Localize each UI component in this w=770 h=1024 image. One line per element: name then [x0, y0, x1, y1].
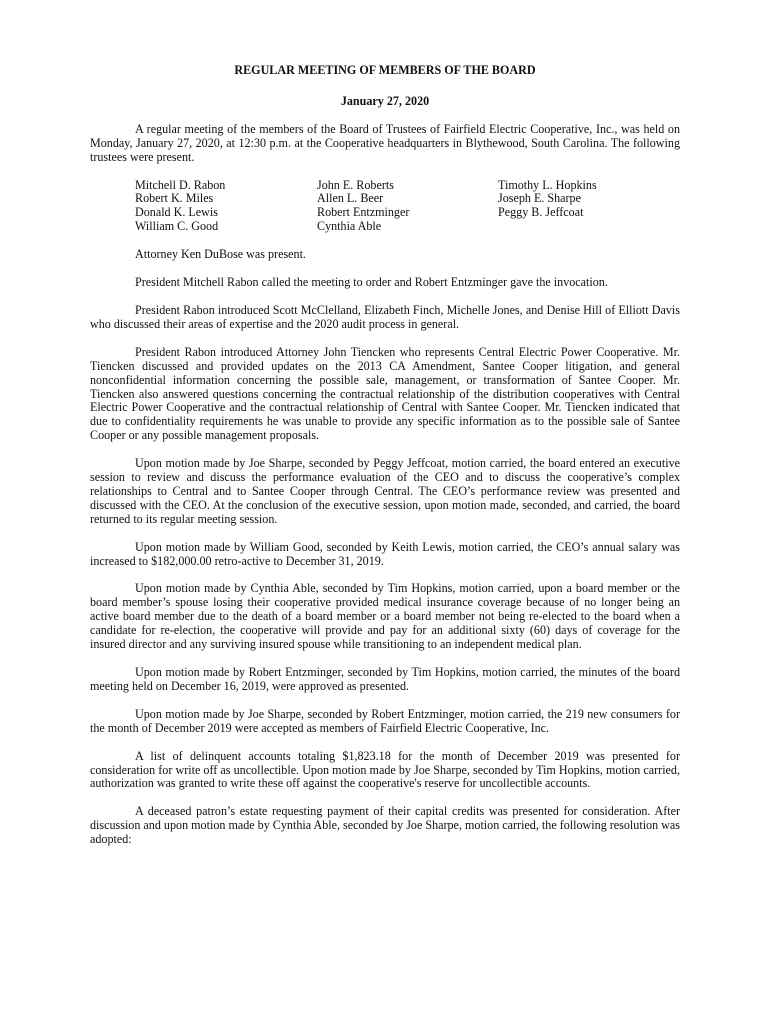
- attorney-paragraph: Attorney Ken DuBose was present.: [135, 247, 306, 262]
- trustees-column-2: [317, 179, 498, 235]
- minutes-paragraph: Upon motion made by Robert Entzminger, seconded by Tim Hopkins, motion carried, the minutes of the board meeting held on December 16, 2019, were approved as presented.: [90, 665, 680, 693]
- delinquent-accounts-paragraph: A list of delinquent accounts totaling $1,823.18 for the month of December 2019 was presented for consideration for write off as uncollectible. Upon motion made by Joe Sharpe, seconded by Tim Hopkins, motion carried, authorization was granted to write these off against the cooperative's reserve for uncollectible accounts.: [90, 748, 680, 791]
- trustee-name: William C. Good: [135, 219, 219, 234]
- trustee-name: Cynthia Able: [317, 219, 382, 234]
- trustee-name: Robert Entzminger: [317, 205, 410, 220]
- trustees-column-1: [135, 179, 317, 235]
- salary-paragraph: Upon motion made by William Good, seconded by Keith Lewis, motion carried, the CEO’s annual salary was increased to $182,000.00 retro-active to December 31, 2019.: [90, 539, 680, 568]
- capital-credits-paragraph: A deceased patron’s estate requesting payment of their capital credits was presented for consideration. After discussion and upon motion made by Cynthia Able, seconded by Joe Sharpe, motion carried, the following resolution was adopted:: [90, 804, 680, 847]
- trustee-name: Peggy B. Jeffcoat: [498, 205, 584, 220]
- trustees-column-3: [498, 179, 678, 235]
- medical-coverage-paragraph: Upon motion made by Cynthia Able, seconded by Tim Hopkins, motion carried, upon a board member or the board member’s spouse losing their cooperative provided medical insurance coverage because of no longer being an active board member due to the death of a board member or a board member not being re-elected to the board when a candidate for re-election, the cooperative will provide and pay for an additional sixty (60) days of coverage for the insured director and any surviving insured spouse while transitioning to an independent medical plan.: [90, 581, 680, 652]
- trustees-list: [135, 179, 680, 235]
- meeting-date: January 27, 2020: [340, 93, 430, 108]
- new-consumers-paragraph: Upon motion made by Joe Sharpe, seconded by Robert Entzminger, motion carried, the 219 new consumers for the month of December 2019 were accepted as members of Fairfield Electric Cooperative, Inc.: [90, 706, 680, 735]
- document-title: REGULAR MEETING OF MEMBERS OF THE BOARD: [234, 63, 536, 77]
- trustee-name: John E. Roberts: [317, 177, 394, 192]
- document-page: [90, 64, 680, 861]
- trustee-name: Joseph E. Sharpe: [498, 191, 581, 206]
- trustee-name: Donald K. Lewis: [135, 205, 218, 220]
- trustee-name: Timothy L. Hopkins: [498, 177, 597, 192]
- trustee-name: Robert K. Miles: [135, 191, 214, 206]
- tiencken-paragraph: President Rabon introduced Attorney John Tiencken who represents Central Electric Power Cooperative. Mr. Tiencken discussed and provided updates on the 2013 CA Amendment, Santee Cooper litigation, and general nonconfidential information concerning the possible sale, management, or transformation of Santee Cooper. Mr. Tiencken also answered questions concerning the contractual relationship of the distribution cooperatives with Central Electric Power Cooperative and the contractual relationship of Central with Santee Cooper. Mr. Tiencken indicated that due to confidentiality requirements he was unable to provide any specific information as to the possible sale of Santee Cooper or any possible management proposals.: [90, 344, 680, 443]
- trustee-name: Allen L. Beer: [317, 191, 384, 206]
- executive-session-paragraph: Upon motion made by Joe Sharpe, seconded by Peggy Jeffcoat, motion carried, the board entered an executive session to review and discuss the performance evaluation of the CEO and to discuss the cooperative’s complex relationships to Central and to Santee Cooper through Central. The CEO’s performance review was presented and discussed with the CEO. At the conclusion of the executive session, upon motion made, seconded, and carried, the board returned to its regular meeting session.: [90, 456, 680, 526]
- intro-paragraph: A regular meeting of the members of the Board of Trustees of Fairfield Electric Cooperative, Inc., was held on Monday, January 27, 2020, at 12:30 p.m. at the Cooperative headquarters in Blythewood, South Carolina. The following trustees were present.: [90, 121, 680, 164]
- audit-paragraph: President Rabon introduced Scott McClelland, Elizabeth Finch, Michelle Jones, and Denise Hill of Elliott Davis who discussed their areas of expertise and the 2020 audit process in general.: [90, 302, 680, 331]
- call-to-order-paragraph: President Mitchell Rabon called the meeting to order and Robert Entzminger gave the invocation.: [135, 275, 608, 290]
- trustee-name: Mitchell D. Rabon: [135, 177, 226, 192]
